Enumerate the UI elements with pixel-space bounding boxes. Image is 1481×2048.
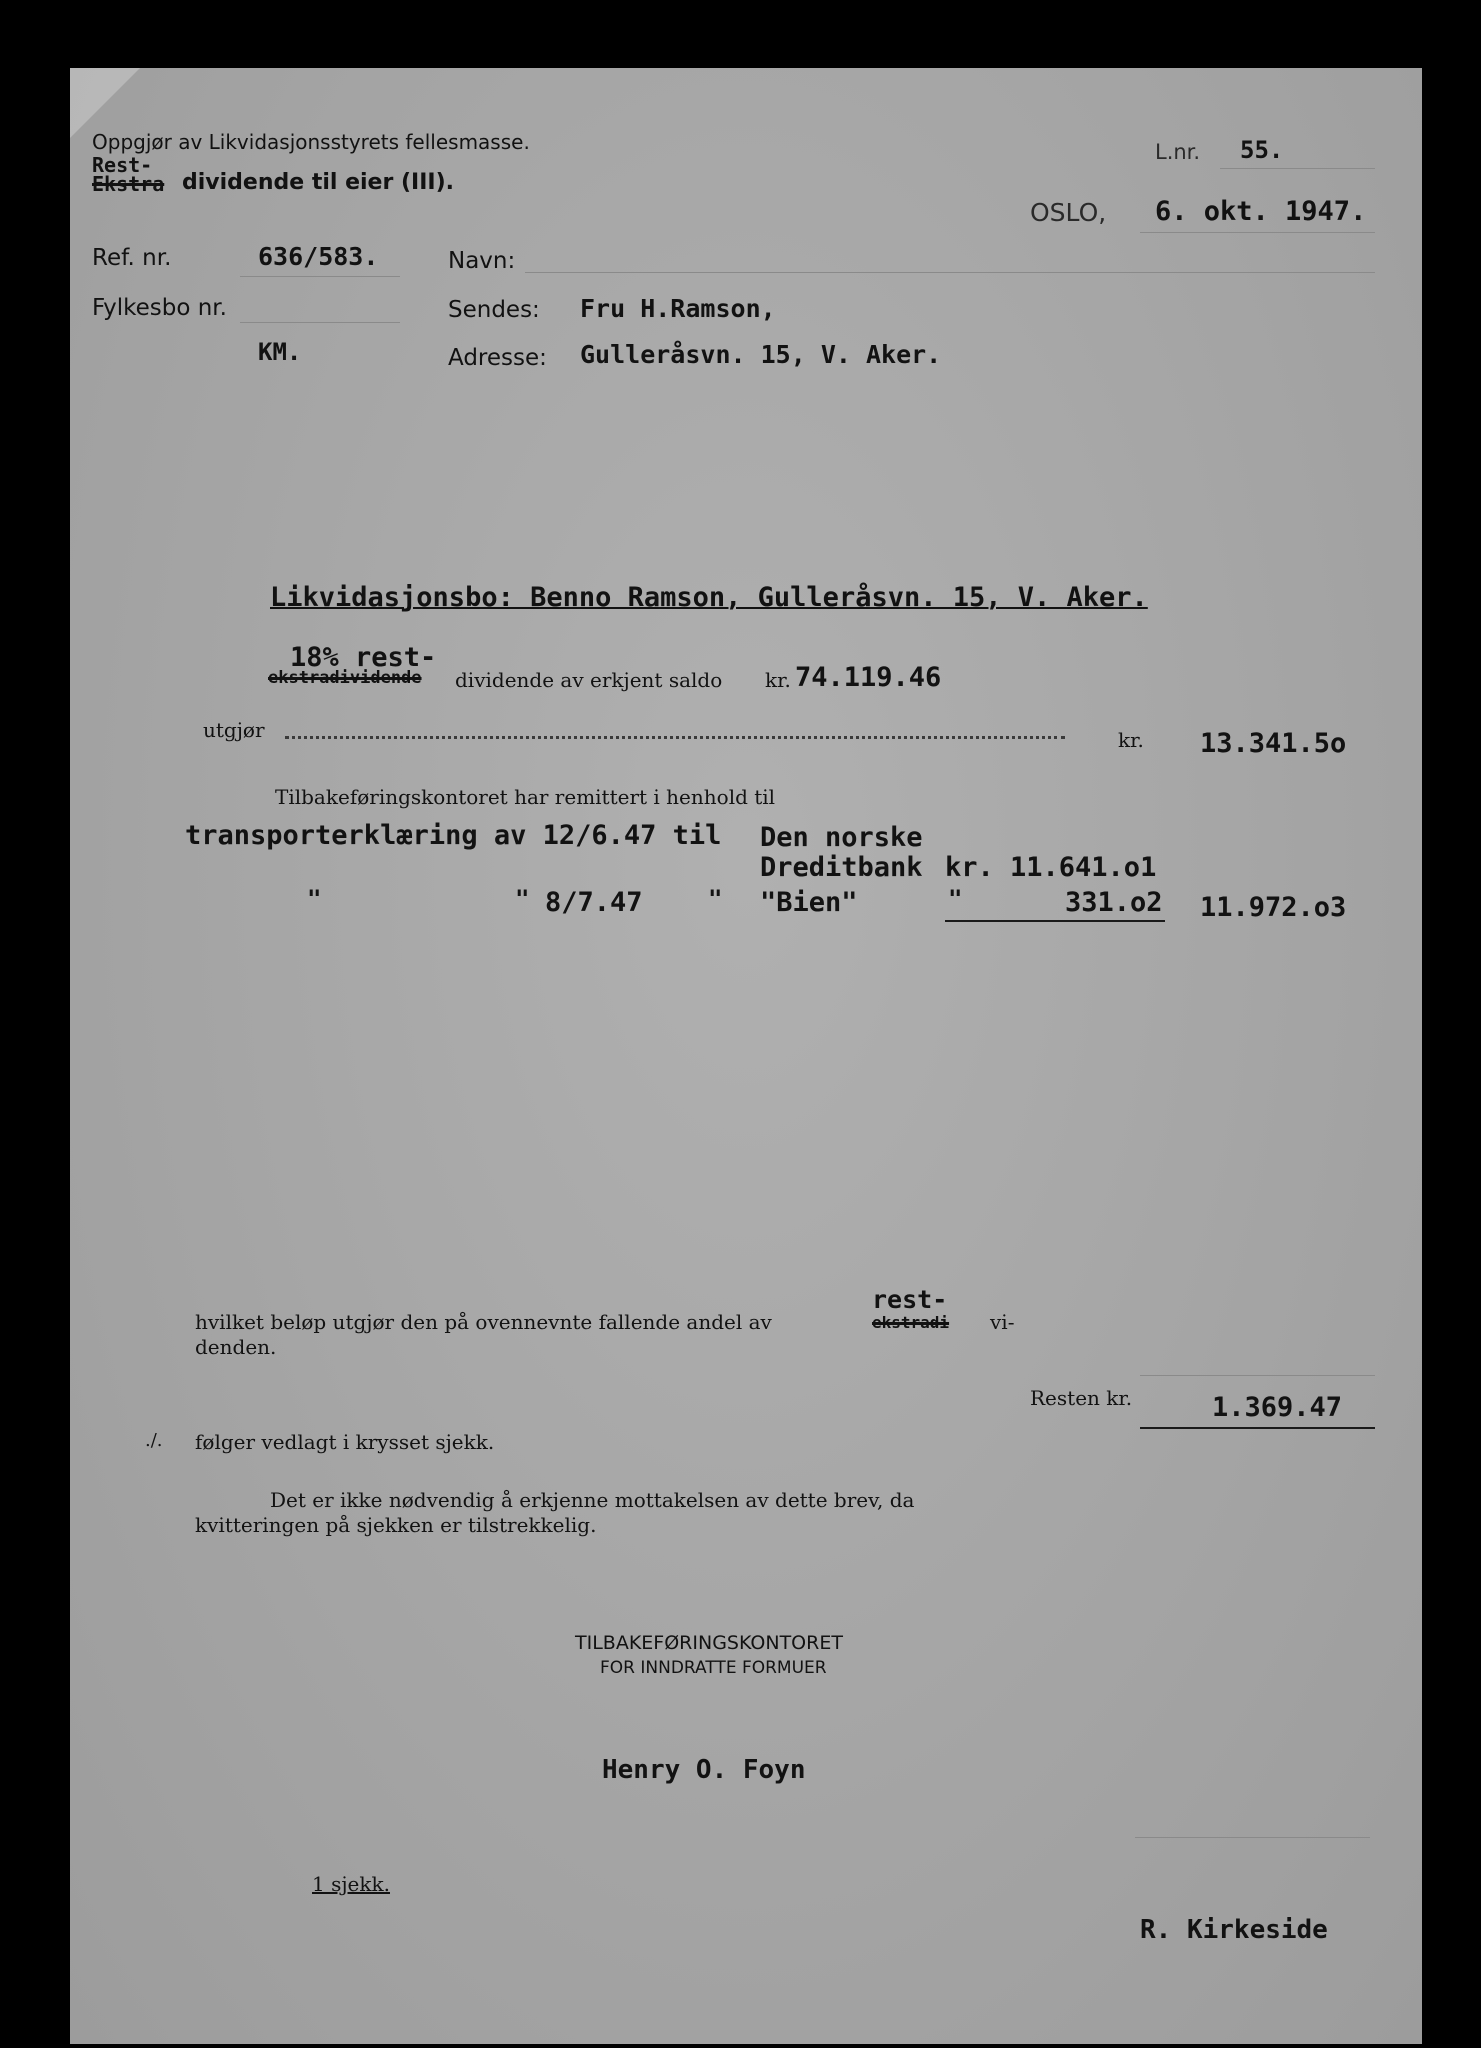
navn-underline <box>525 272 1375 273</box>
settlement-heading: Oppgjør av Likvidasjonsstyrets fellesmasse. <box>92 130 530 154</box>
sendes-label: Sendes: <box>448 297 540 323</box>
adresse-value: Gulleråsvn. 15, V. Aker. <box>580 340 942 369</box>
office-name-1: TILBAKEFØRINGSKONTORET <box>575 1632 843 1654</box>
ref-underline <box>240 276 400 277</box>
transport-line: transporterklæring av 12/6.47 til <box>185 820 722 851</box>
bank1-name-1: Den norske <box>760 822 923 853</box>
lnr-value: 55. <box>1240 136 1284 164</box>
bank1-amount: kr. 11.641.o1 <box>945 852 1157 883</box>
adresse-label: Adresse: <box>448 345 547 371</box>
resten-underline <box>1140 1427 1375 1429</box>
enclosure-mark: ./. <box>145 1430 163 1451</box>
bank2-name: "Bien" <box>760 887 858 918</box>
subtotal-rule <box>945 920 1165 922</box>
lnr-label: L.nr. <box>1155 140 1201 164</box>
date-underline <box>1140 232 1375 233</box>
attachment-note: 1 sjekk. <box>312 1872 390 1896</box>
signature-line <box>1135 1837 1370 1838</box>
place: OSLO, <box>1030 198 1107 227</box>
percent-insert: 18% rest- <box>290 642 437 673</box>
clerk-initials: R. Kirkeside <box>1140 1915 1328 1945</box>
resten-amount: 1.369.47 <box>1212 1392 1343 1423</box>
utgjor-kr: kr. <box>1118 728 1144 752</box>
bank1-name-2: Dreditbank <box>760 852 923 883</box>
ref-value: 636/583. <box>258 242 379 271</box>
struck-extra: Ekstra <box>92 172 165 196</box>
fylkesbo-label: Fylkesbo nr. <box>92 295 227 321</box>
remit-total: 11.972.o3 <box>1200 892 1347 923</box>
fylkesbo-underline <box>240 322 400 323</box>
office-name-2: FOR INNDRATTE FORMUER <box>600 1658 827 1678</box>
remit-intro: Tilbakeføringskontoret har remittert i henhold til <box>275 785 776 809</box>
bank2-amount: 331.o2 <box>1065 887 1163 918</box>
lnr-underline <box>1220 168 1375 169</box>
navn-label: Navn: <box>448 248 516 274</box>
remit-date-2: 8/7.47 <box>545 887 643 918</box>
saldo-kr-prefix: kr. <box>765 668 791 692</box>
signatory-name: Henry O. Foyn <box>602 1755 806 1785</box>
no-ack-line-2: kvitteringen på sjekken er tilstrekkelig. <box>195 1513 597 1537</box>
resten-label: Resten kr. <box>1030 1386 1133 1410</box>
dividend-line: dividende av erkjent saldo <box>455 668 723 692</box>
dividend-heading: dividende til eier (III). <box>182 170 455 195</box>
utgjor-leader-dots <box>285 736 1065 739</box>
utgjor-amount: 13.341.5o <box>1200 728 1347 759</box>
ditto-mark: " <box>948 885 963 913</box>
fylkesbo-value: KM. <box>258 338 302 366</box>
resten-top-rule <box>1140 1375 1375 1376</box>
share-line-2: denden. <box>195 1335 277 1359</box>
rest-insert-2: rest- <box>872 1285 948 1314</box>
ditto-mark: " <box>515 885 530 913</box>
sendes-value: Fru H.Ramson, <box>580 294 776 323</box>
share-line-1: hvilket beløp utgjør den på ovennevnte fallende andel av <box>195 1310 772 1334</box>
no-ack-line-1: Det er ikke nødvendig å erkjenne mottakelsen av dette brev, da <box>270 1488 915 1512</box>
struck-ekstradi: ekstradi <box>872 1313 950 1332</box>
enclosed-cheque-line: følger vedlagt i krysset sjekk. <box>195 1430 495 1454</box>
utgjor-label: utgjør <box>203 718 265 742</box>
share-line-1-end: vi- <box>990 1310 1015 1334</box>
struck-extradividend: ekstradividende <box>268 668 422 688</box>
rest-insert: Rest- <box>92 153 153 177</box>
letter-date: 6. okt. 1947. <box>1155 196 1367 227</box>
estate-title: Likvidasjonsbo: Benno Ramson, Gulleråsvn. 15, V. Aker. <box>270 582 1148 613</box>
acknowledged-saldo: 74.119.46 <box>795 662 942 693</box>
ditto-mark: " <box>708 885 723 913</box>
ref-label: Ref. nr. <box>92 245 172 271</box>
ditto-mark: " <box>307 885 322 913</box>
